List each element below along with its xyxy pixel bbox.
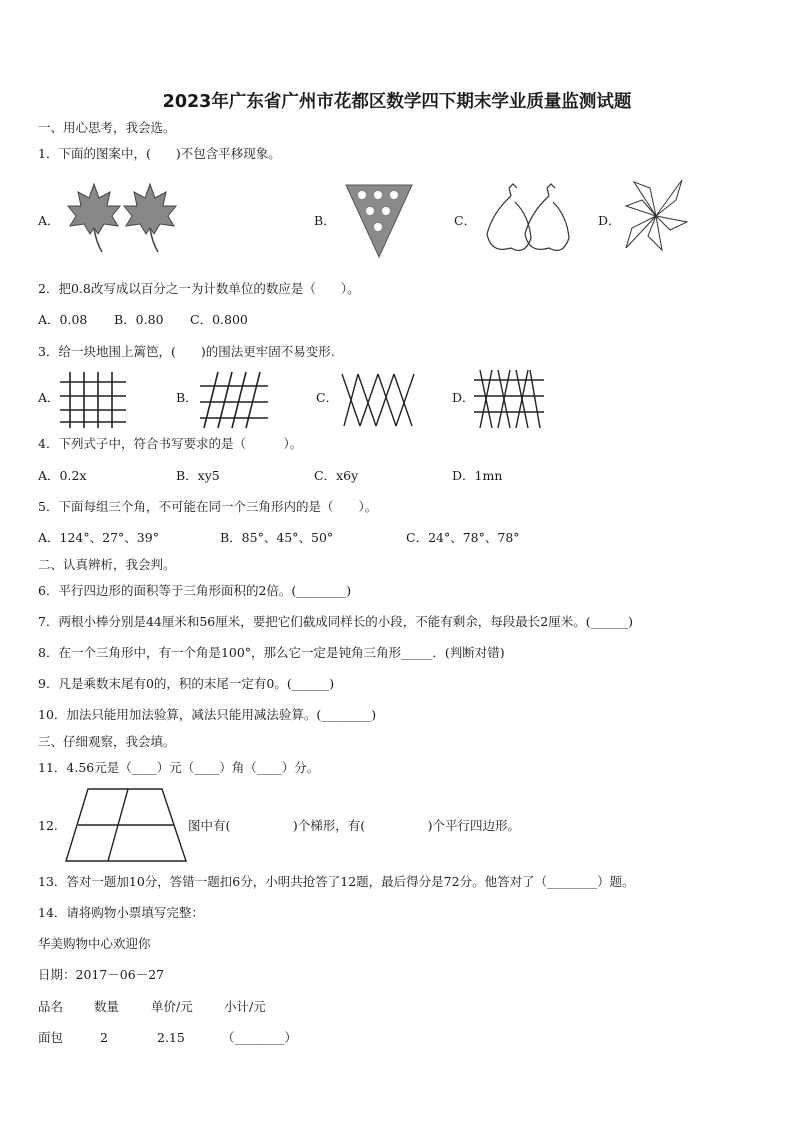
question-2: 2．把0.8改写成以百分之一为计数单位的数应是（ ）。	[38, 281, 360, 296]
question-12-number: 12.	[38, 818, 58, 833]
q3-option-a-label: A．	[38, 390, 60, 405]
question-8: 8．在一个三角形中，有一个角是100°，那么它一定是钝角三角形_____．(判断对错)	[38, 645, 505, 660]
q5-option-c: C．24°、78°、78°	[406, 530, 520, 545]
question-14: 14．请将购物小票填写完整：	[38, 905, 204, 920]
receipt-date: 日期：2017－06－27	[38, 967, 165, 982]
q5-option-a: A．124°、27°、39°	[38, 530, 159, 545]
q2-option-b: B．0.80	[114, 312, 164, 327]
question-10: 10．加法只能用加法验算，减法只能用减法验算。(________)	[38, 707, 377, 722]
section-heading-1: 一、用心思考，我会选。	[38, 120, 176, 135]
section-heading-2: 二、认真辨析，我会判。	[38, 557, 176, 572]
page-title: 2023年广东省广州市花都区数学四下期末学业质量监测试题	[162, 92, 632, 112]
q1-option-d-label: D．	[598, 213, 621, 228]
question-11: 11．4.56元是（____）元（____）角（____）分。	[38, 760, 320, 775]
receipt-store-name: 华美购物中心欢迎你	[38, 936, 151, 951]
question-13: 13．答对一题加10分，答错一题扣6分，小明共抢答了12题，最后得分是72分。他答对了（________）题。	[38, 874, 635, 889]
hen-outline-icon	[483, 182, 583, 258]
q4-option-a: A．0.2x	[38, 468, 87, 483]
question-7: 7．两根小棒分别是44厘米和56厘米，要把它们截成同样长的小段，不能有剩余，每段最长2厘米。(______)	[38, 614, 633, 629]
diamond-lattice-fence-icon	[340, 372, 420, 428]
q3-option-d-label: D．	[452, 390, 475, 405]
slanted-grid-fence-icon	[200, 372, 270, 428]
q2-option-c: C．0.800	[190, 312, 248, 327]
q4-option-d: D．1mn	[452, 468, 503, 483]
receipt-row-qty: 2	[100, 1030, 108, 1045]
receipt-row-unit-price: 2.15	[157, 1030, 185, 1045]
question-1: 1．下面的图案中，( )不包含平移现象。	[38, 146, 281, 161]
crossed-lattice-fence-icon	[474, 368, 544, 430]
q1-option-c-label: C．	[454, 213, 477, 228]
receipt-header-item: 品名	[38, 999, 64, 1014]
pinwheel-icon	[624, 178, 689, 252]
q3-option-c-label: C．	[316, 390, 339, 405]
question-12-text: 图中有( )个梯形，有( )个平行四边形。	[188, 818, 521, 833]
question-4: 4．下列式子中，符合书写要求的是（ ）。	[38, 436, 303, 451]
receipt-header-subtotal: 小计/元	[224, 999, 266, 1014]
q5-option-b: B．85°、45°、50°	[220, 530, 334, 545]
receipt-row-item: 面包	[38, 1030, 64, 1045]
q4-option-b: B．xy5	[176, 468, 220, 483]
section-heading-3: 三、仔细观察，我会填。	[38, 734, 176, 749]
maple-leaves-icon	[62, 180, 182, 255]
q4-option-c: C．x6y	[314, 468, 359, 483]
receipt-row-subtotal-blank: （________）	[222, 1030, 298, 1045]
q1-option-a-label: A．	[38, 213, 60, 228]
question-5: 5．下面每组三个角，不可能在同一个三角形内的是（ ）。	[38, 499, 378, 514]
receipt-header-unit-price: 单价/元	[151, 999, 193, 1014]
question-6: 6．平行四边形的面积等于三角形面积的2倍。(________)	[38, 583, 352, 598]
question-9: 9．凡是乘数末尾有0的，积的末尾一定有0。(______)	[38, 676, 335, 691]
trapezoid-diagram-icon	[64, 787, 188, 863]
q2-option-a: A．0.08	[38, 312, 88, 327]
question-3: 3．给一块地围上篱笆，( )的围法更牢固不易变形.	[38, 344, 335, 359]
square-grid-fence-icon	[60, 372, 126, 428]
snowflake-triangle-icon	[344, 183, 414, 259]
q1-option-b-label: B．	[314, 213, 336, 228]
receipt-header-qty: 数量	[94, 999, 120, 1014]
q3-option-b-label: B．	[176, 390, 198, 405]
